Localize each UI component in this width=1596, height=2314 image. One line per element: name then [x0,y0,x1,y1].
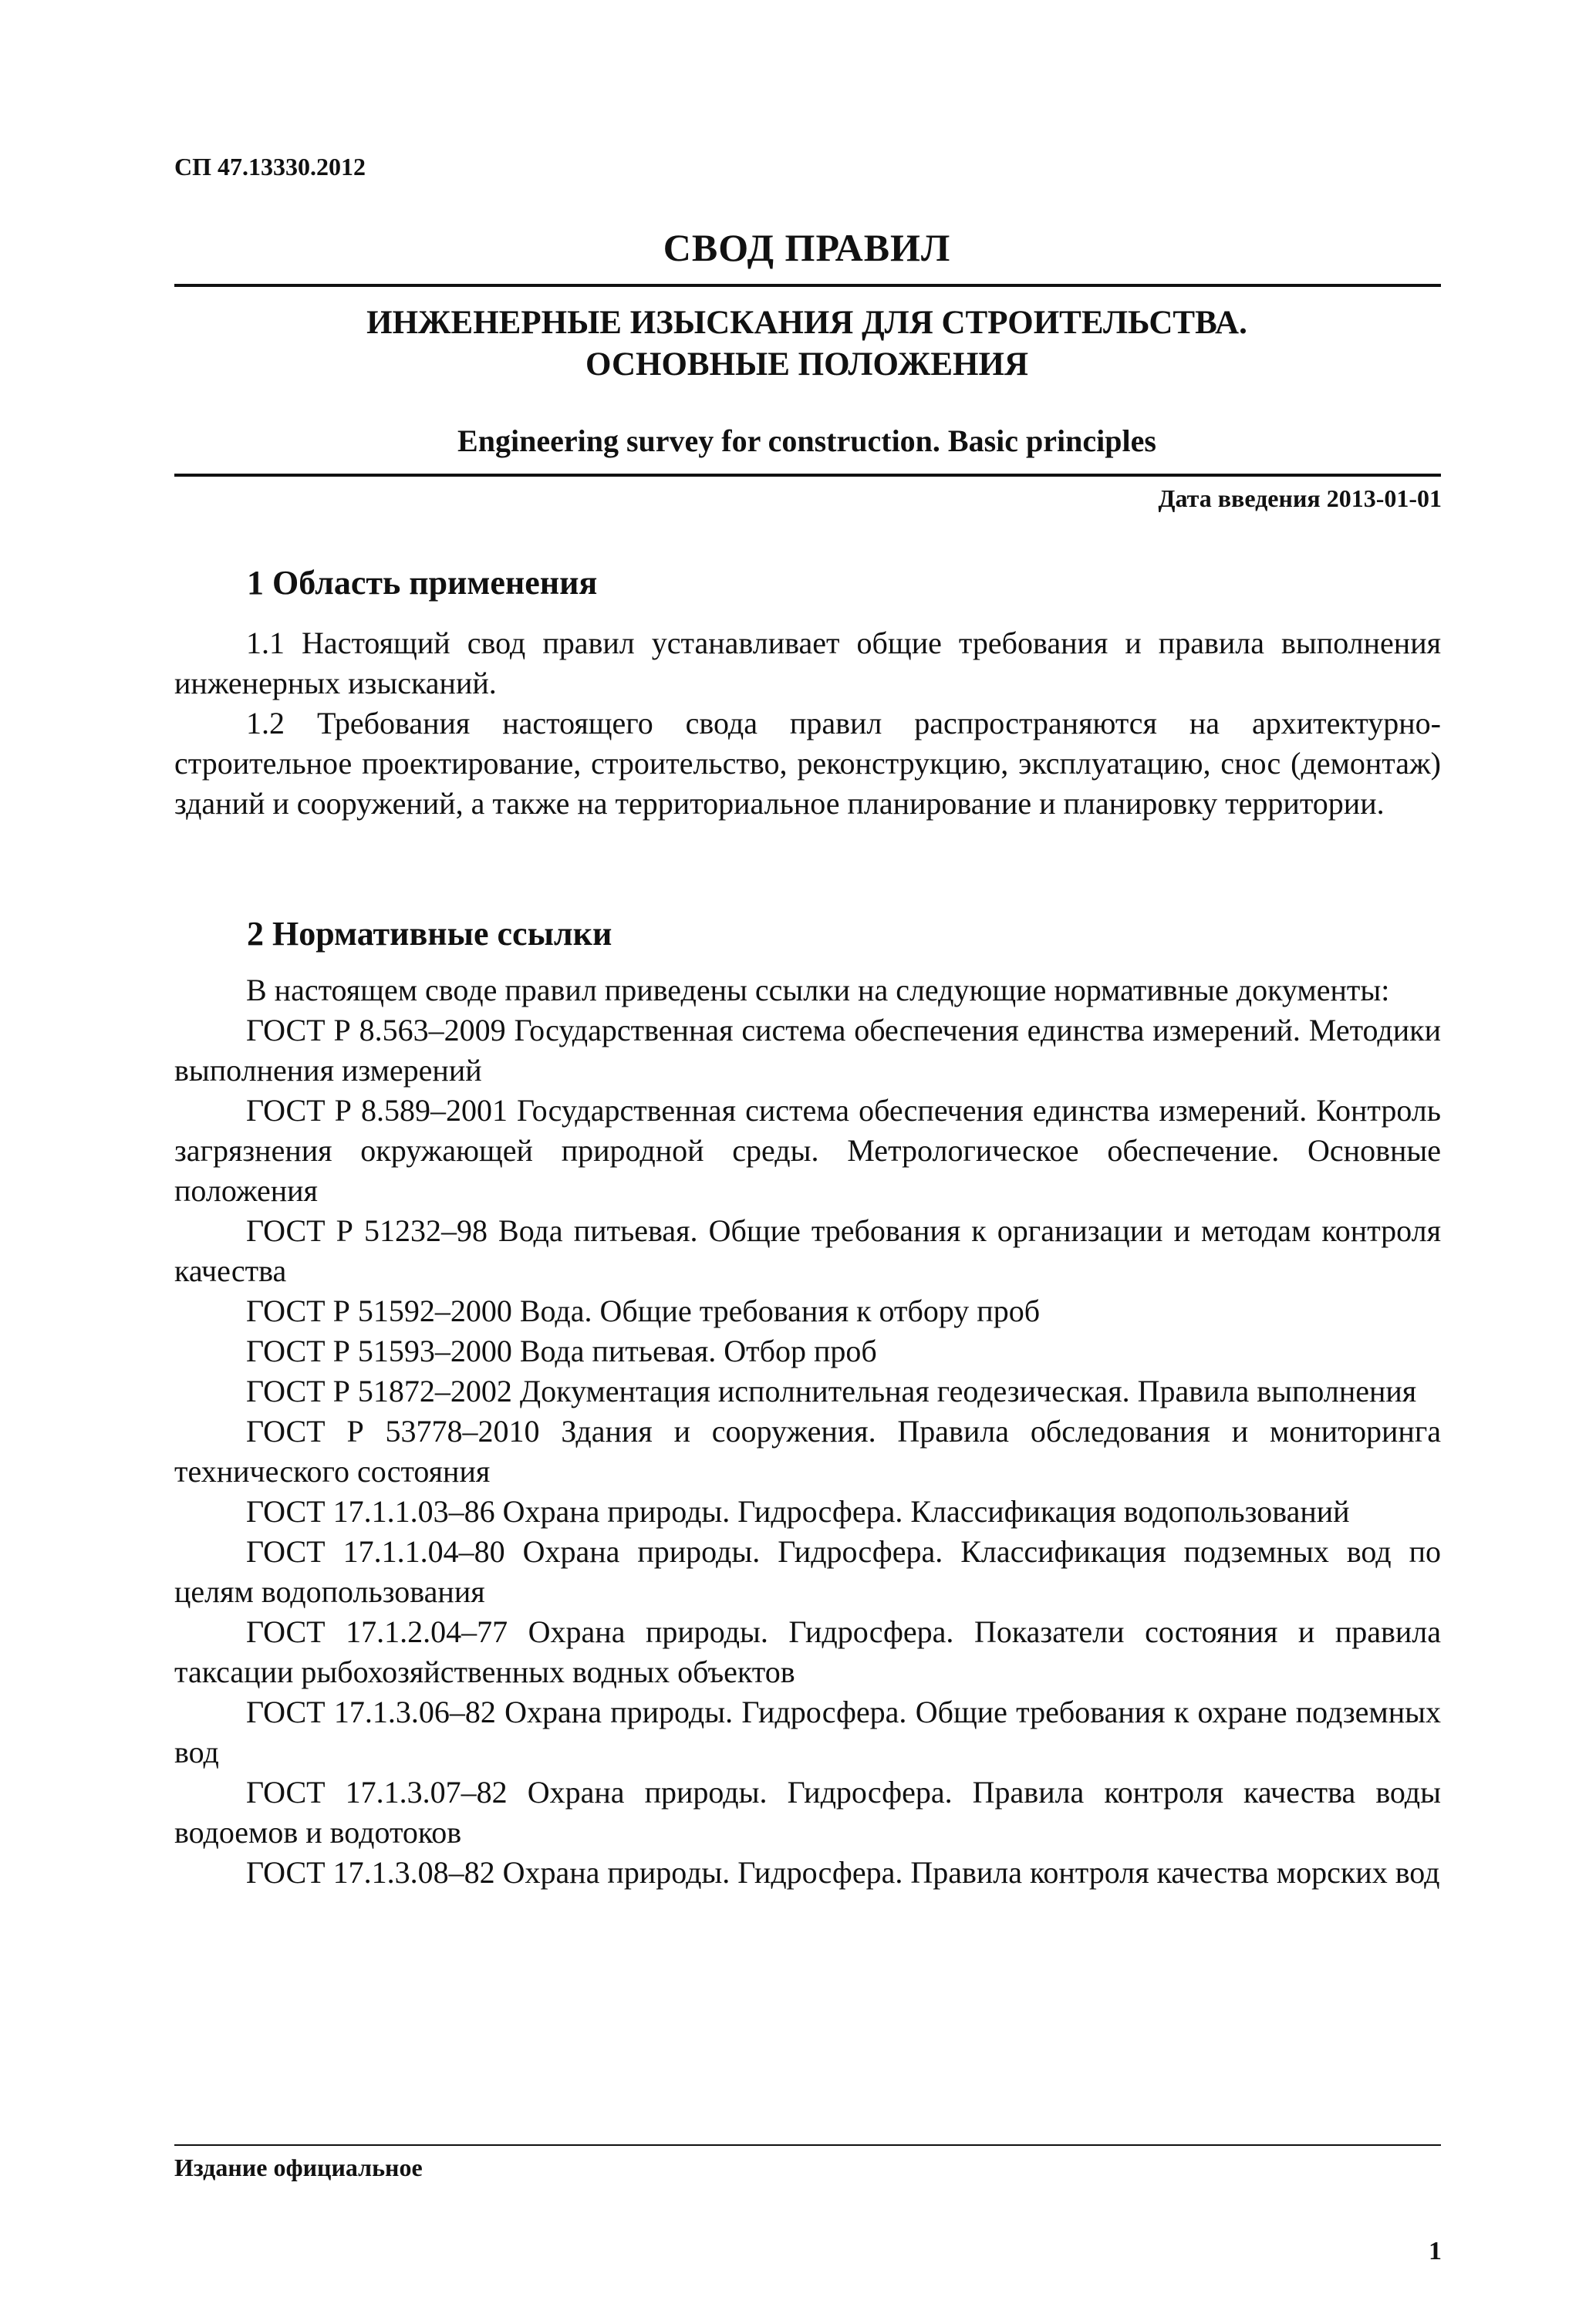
page-number: 1 [1429,2237,1442,2265]
subtitle-line: ОСНОВНЫЕ ПОЛОЖЕНИЯ [585,346,1028,383]
paragraph: 1.2 Требования настоящего свода правил распространяются на архитектурно-строительное проектирование, строительство, реконструкцию, эксплуатацию, снос (демонтаж) зданий и сооружений, а также на территориальное планирование и планировку территории. [174,706,1441,821]
footer-label: Издание официальное [174,2154,423,2181]
reference-item: ГОСТ 17.1.2.04–77 Охрана природы. Гидросфера. Показатели состояния и правила таксации рыбохозяйственных водных объектов [174,1614,1441,1689]
section-heading: 2 Нормативные ссылки [247,915,612,953]
english-title: Engineering survey for construction. Basic principles [457,423,1156,458]
footer-divider [174,2144,1441,2146]
reference-item: ГОСТ Р 51232–98 Вода питьевая. Общие требования к организации и методам контроля качества [174,1213,1441,1288]
introduction-date: Дата введения 2013-01-01 [1158,484,1442,512]
reference-item: ГОСТ 17.1.1.03–86 Охрана природы. Гидросфера. Классификация водопользований [246,1494,1350,1529]
subtitle-line: ИНЖЕНЕРНЫЕ ИЗЫСКАНИЯ ДЛЯ СТРОИТЕЛЬСТВА. [366,305,1247,341]
title-divider [174,284,1441,287]
references-list [174,970,1441,1893]
reference-item: ГОСТ 17.1.3.08–82 Охрана природы. Гидросфера. Правила контроля качества морских вод [246,1855,1440,1890]
reference-item: ГОСТ Р 53778–2010 Здания и сооружения. Правила обследования и мониторинга технического состояния [174,1414,1441,1489]
reference-item: ГОСТ 17.1.1.04–80 Охрана природы. Гидросфера. Классификация подземных вод по целям водопользования [174,1534,1441,1609]
reference-item: ГОСТ Р 51593–2000 Вода питьевая. Отбор проб [246,1334,877,1368]
reference-item: ГОСТ 17.1.3.07–82 Охрана природы. Гидросфера. Правила контроля качества воды водоемов и водотоков [174,1775,1441,1850]
section-body [174,623,1441,824]
reference-item: ГОСТ Р 8.589–2001 Государственная система обеспечения единства измерений. Контроль загрязнения окружающей природной среды. Метрологическое обеспечение. Основные положения [174,1093,1441,1208]
paragraph: 1.1 Настоящий свод правил устанавливает общие требования и правила выполнения инженерных изысканий. [174,626,1441,700]
reference-item: ГОСТ Р 8.563–2009 Государственная система обеспечения единства измерений. Методики выполнения измерений [174,1013,1441,1088]
document-subtitle [174,302,1439,386]
document-code: СП 47.13330.2012 [174,153,366,180]
reference-item: ГОСТ Р 51872–2002 Документация исполнительная геодезическая. Правила выполнения [246,1374,1417,1408]
reference-item: ГОСТ 17.1.3.06–82 Охрана природы. Гидросфера. Общие требования к охране подземных вод [174,1695,1441,1769]
reference-item: ГОСТ Р 51592–2000 Вода. Общие требования к отбору проб [246,1294,1041,1328]
main-title: СВОД ПРАВИЛ [663,226,951,269]
english-title-divider [174,474,1441,477]
paragraph: В настоящем своде правил приведены ссылки на следующие нормативные документы: [246,973,1390,1007]
section-heading: 1 Область применения [247,564,598,602]
